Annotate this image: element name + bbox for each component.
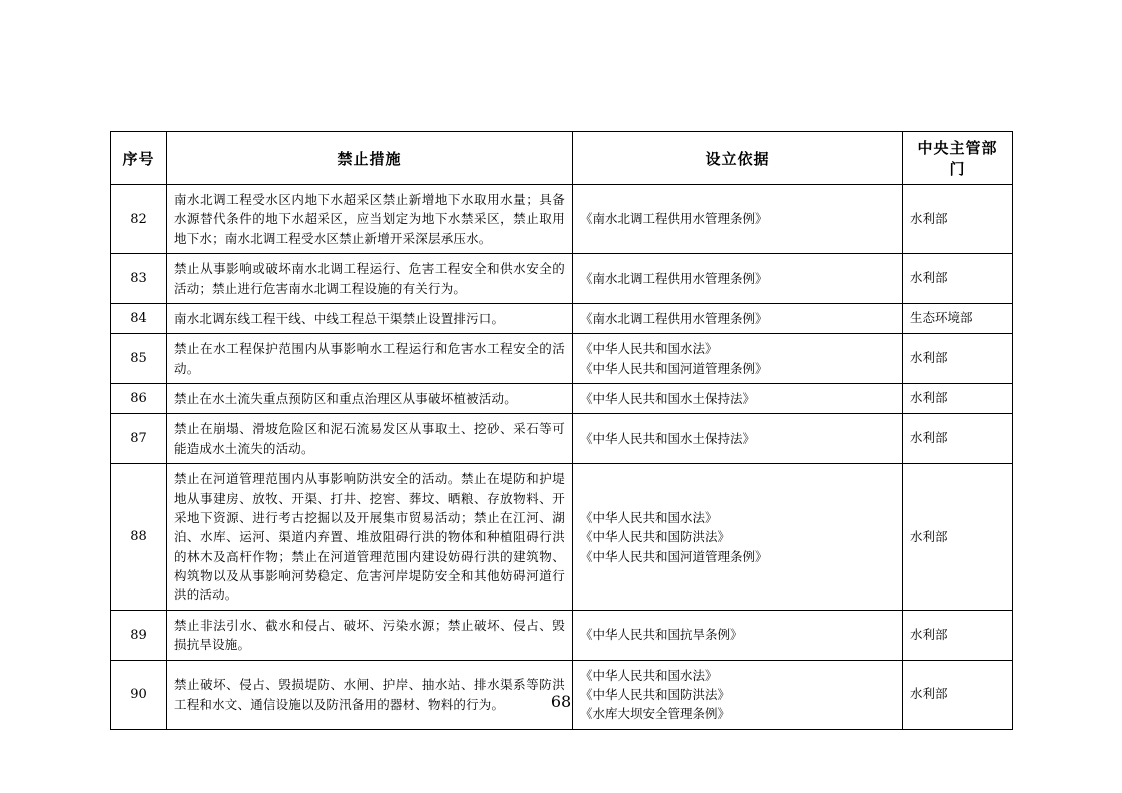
cell-seq: 85 [111, 334, 167, 384]
table-row [111, 610, 1013, 660]
cell-dept: 水利部 [903, 384, 1013, 414]
table-row [111, 185, 1013, 254]
cell-basis [573, 464, 903, 611]
basis-line: 《中华人民共和国河道管理条例》 [580, 360, 768, 376]
table-row [111, 464, 1013, 611]
cell-dept: 水利部 [903, 334, 1013, 384]
column-header-basis: 设立依据 [573, 132, 903, 185]
cell-seq: 89 [111, 610, 167, 660]
cell-dept: 生态环境部 [903, 303, 1013, 333]
cell-dept: 水利部 [903, 610, 1013, 660]
table-header-row [111, 132, 1013, 185]
cell-seq: 83 [111, 254, 167, 304]
cell-measure: 禁止破坏、侵占、毁损堤防、水闸、护岸、抽水站、排水渠系等防洪工程和水文、通信设施以及防汛备用的器材、物料的行为。 [167, 660, 573, 729]
column-header-seq: 序号 [111, 132, 167, 185]
cell-seq: 87 [111, 414, 167, 464]
cell-measure: 禁止非法引水、截水和侵占、破坏、污染水源；禁止破坏、侵占、毁损抗旱设施。 [167, 610, 573, 660]
basis-line: 《中华人民共和国水法》 [580, 341, 718, 357]
cell-seq: 90 [111, 660, 167, 729]
cell-dept: 水利部 [903, 660, 1013, 729]
prohibited-measures-table-wrapper [110, 131, 1012, 730]
cell-measure: 禁止在水土流失重点预防区和重点治理区从事破坏植被活动。 [167, 384, 573, 414]
basis-line: 《南水北调工程供用水管理条例》 [580, 310, 768, 326]
prohibited-measures-table [110, 131, 1013, 730]
cell-seq: 88 [111, 464, 167, 611]
table-row [111, 303, 1013, 333]
cell-basis [573, 610, 903, 660]
page-number: 68 [550, 692, 572, 711]
table-header [111, 132, 1013, 185]
cell-basis [573, 384, 903, 414]
cell-seq: 86 [111, 384, 167, 414]
basis-line: 《中华人民共和国水土保持法》 [580, 391, 756, 406]
table-row [111, 414, 1013, 464]
cell-dept: 水利部 [903, 414, 1013, 464]
cell-measure: 禁止在河道管理范围内从事影响防洪安全的活动。禁止在堤防和护堤地从事建房、放牧、开渠、打井、挖窖、葬坟、晒粮、存放物料、开采地下资源、进行考古挖掘以及开展集市贸易活动；禁止在江河、湖泊、水库、运河、渠道内弃置、堆放阻碍行洪的物体和种植阻碍行洪的林木及高杆作物；禁止在河道管理范围内建设妨碍行洪的建筑物、构筑物以及从事影响河势稳定、危害河岸堤防安全和其他妨碍河道行洪的活动。 [167, 464, 573, 611]
cell-measure: 禁止在水工程保护范围内从事影响水工程运行和危害水工程安全的活动。 [167, 334, 573, 384]
basis-line: 《中华人民共和国水法》 [580, 509, 718, 525]
column-header-measure: 禁止措施 [167, 132, 573, 185]
table-body [111, 185, 1013, 730]
cell-basis [573, 414, 903, 464]
cell-dept: 水利部 [903, 464, 1013, 611]
cell-dept: 水利部 [903, 185, 1013, 254]
cell-basis [573, 185, 903, 254]
basis-line: 《南水北调工程供用水管理条例》 [580, 211, 768, 227]
cell-seq: 82 [111, 185, 167, 254]
basis-line: 《中华人民共和国抗旱条例》 [580, 627, 743, 643]
table-row [111, 384, 1013, 414]
basis-line: 《水库大坝安全管理条例》 [580, 706, 731, 722]
cell-basis [573, 334, 903, 384]
cell-dept: 水利部 [903, 254, 1013, 304]
cell-measure: 禁止在崩塌、滑坡危险区和泥石流易发区从事取土、挖砂、采石等可能造成水土流失的活动。 [167, 414, 573, 464]
cell-basis [573, 254, 903, 304]
cell-measure: 南水北调东线工程干线、中线工程总干渠禁止设置排污口。 [167, 303, 573, 333]
basis-line: 《中华人民共和国防洪法》 [580, 529, 731, 545]
table-row [111, 334, 1013, 384]
basis-line: 《中华人民共和国河道管理条例》 [580, 548, 768, 564]
cell-measure: 南水北调工程受水区内地下水超采区禁止新增地下水取用水量；具备水源替代条件的地下水超采区，应当划定为地下水禁采区，禁止取用地下水；南水北调工程受水区禁止新增开采深层承压水。 [167, 185, 573, 254]
cell-seq: 84 [111, 303, 167, 333]
table-row [111, 254, 1013, 304]
basis-line: 《南水北调工程供用水管理条例》 [580, 270, 768, 286]
column-header-dept: 中央主管部门 [903, 132, 1013, 185]
basis-line: 《中华人民共和国防洪法》 [580, 686, 731, 702]
basis-line: 《中华人民共和国水法》 [580, 667, 718, 683]
cell-basis [573, 303, 903, 333]
cell-measure: 禁止从事影响或破坏南水北调工程运行、危害工程安全和供水安全的活动；禁止进行危害南水北调工程设施的有关行为。 [167, 254, 573, 304]
basis-line: 《中华人民共和国水土保持法》 [580, 431, 756, 447]
